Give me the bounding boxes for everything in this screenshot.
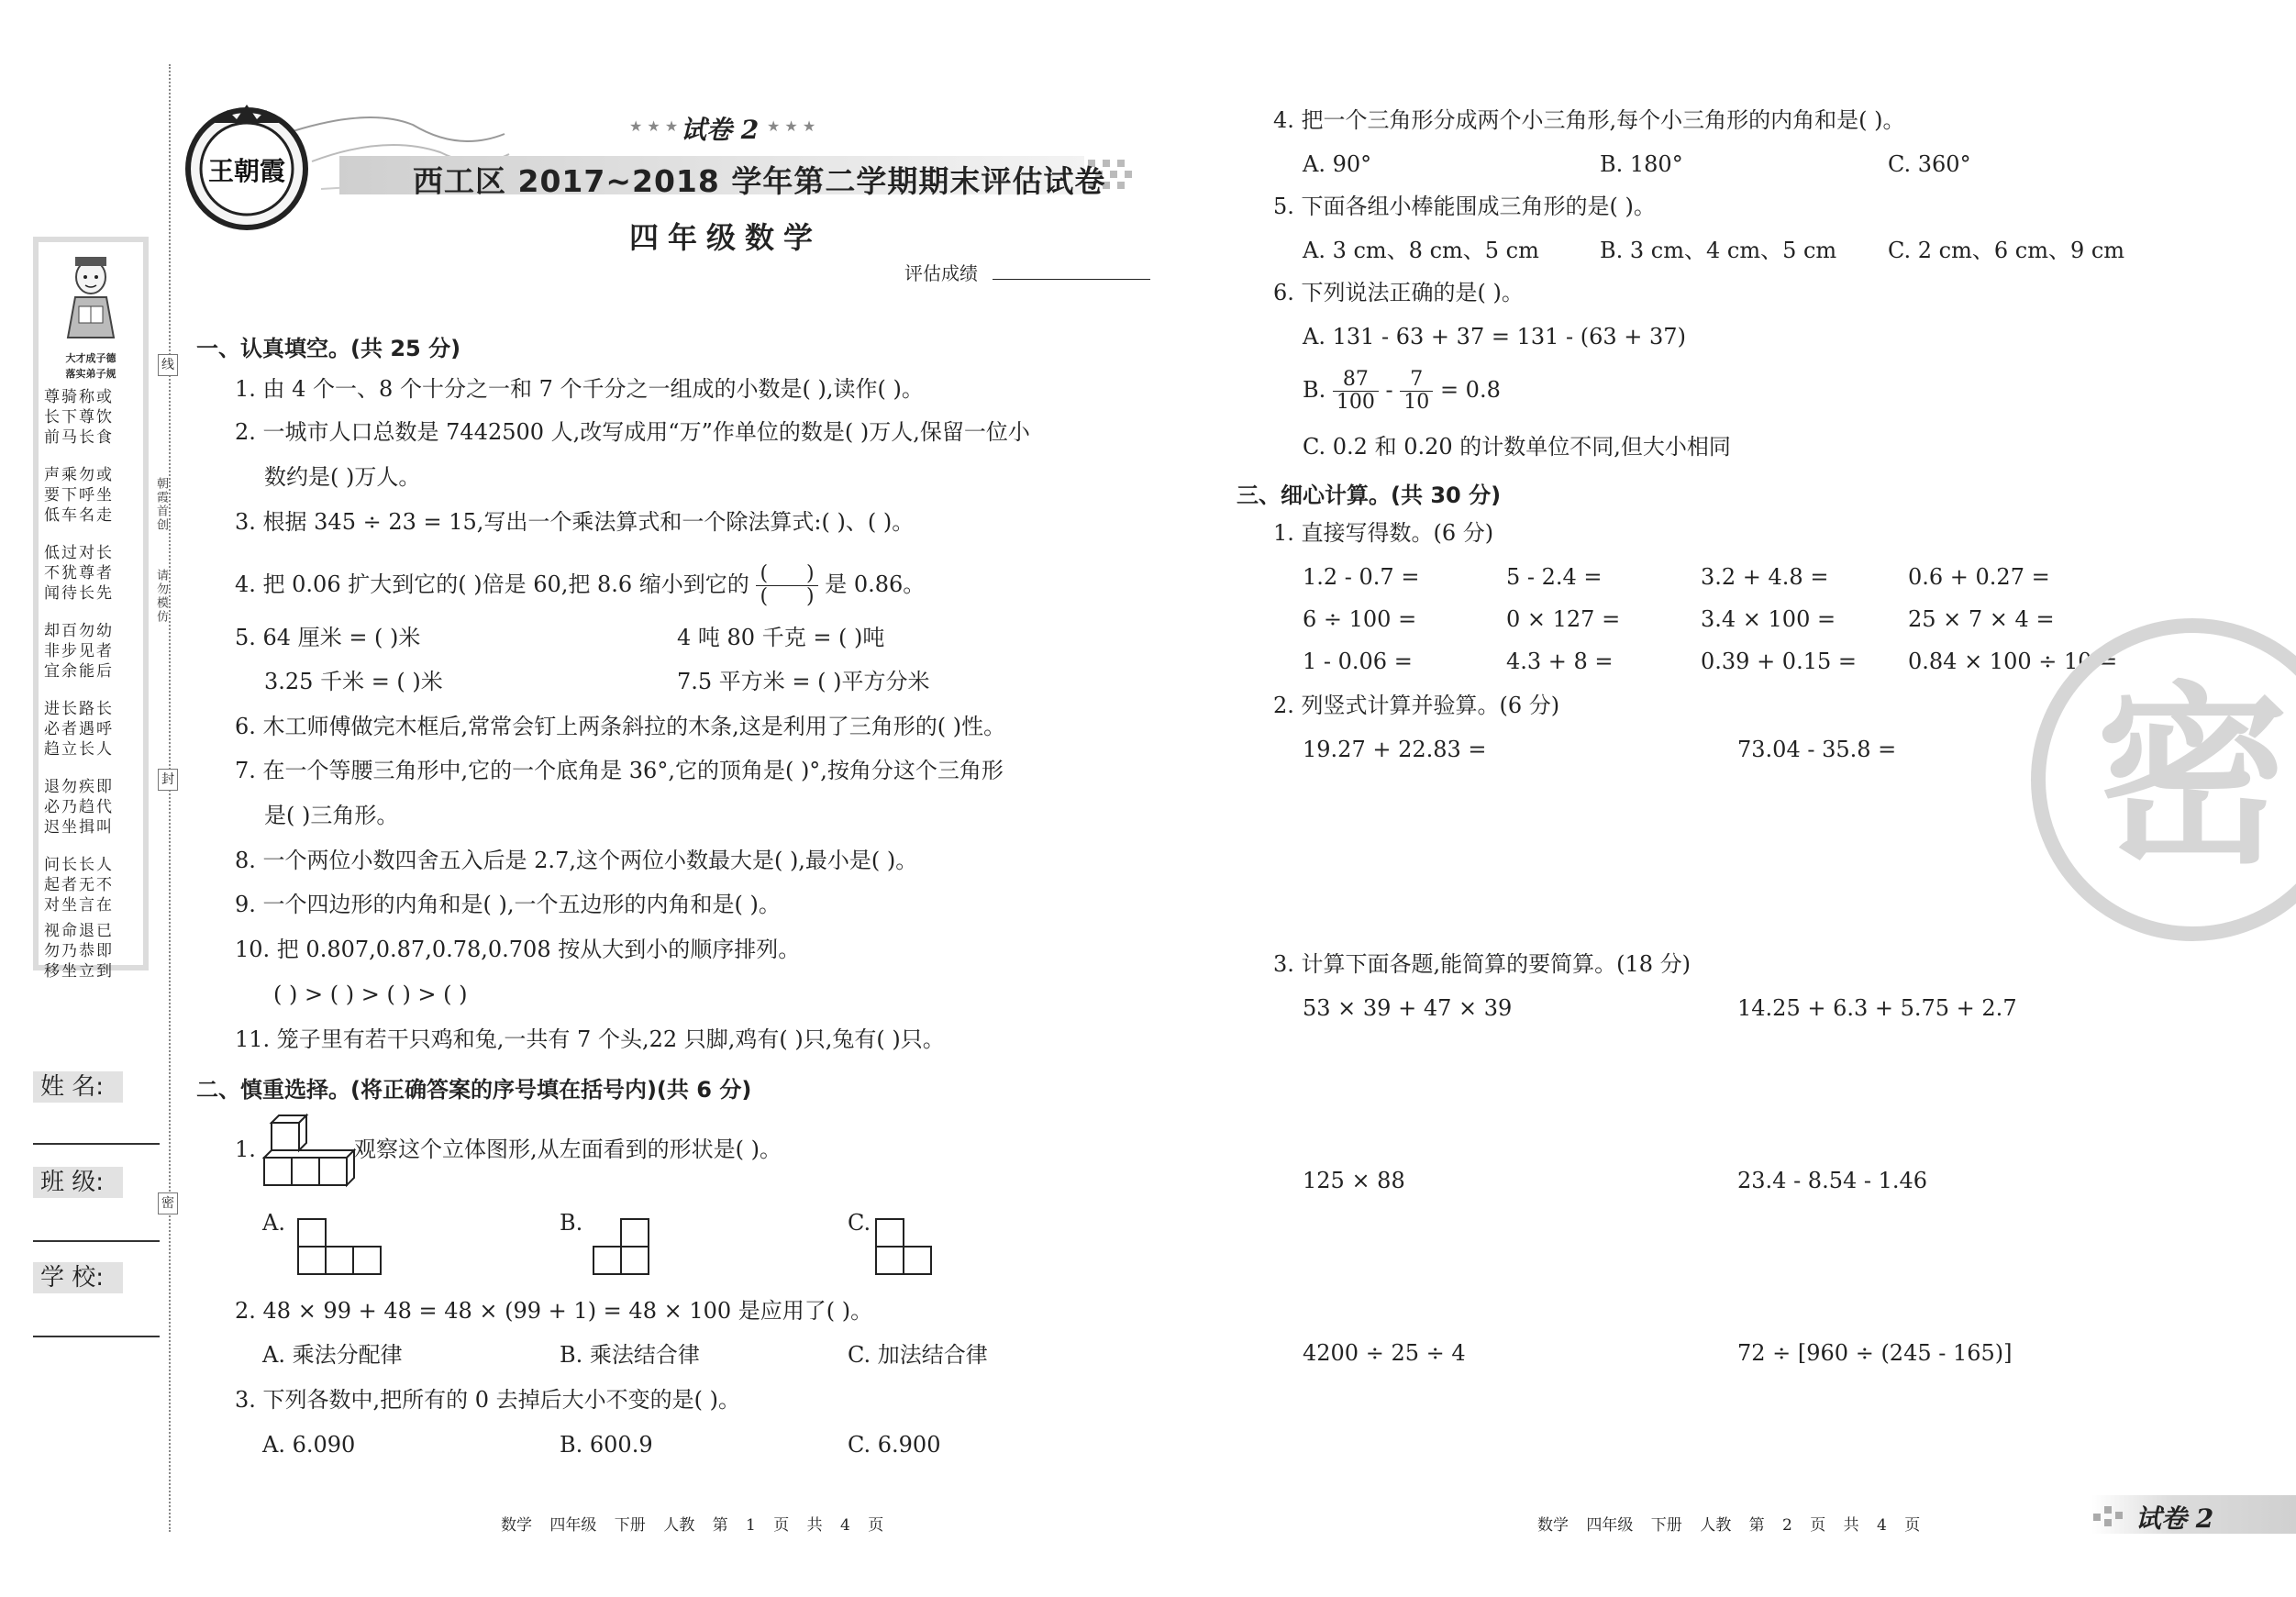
s1-q5d: 7.5 平方米 = ( )平方分米 (677, 669, 930, 694)
section2-title: 二、慎重选择。(将正确答案的序号填在括号内)(共 6 分) (196, 1077, 752, 1103)
s1-q8: 8. 一个两位小数四舍五入后是 2.7,这个两位小数最大是( ),最小是( )。 (235, 848, 918, 873)
blank-fraction[interactable]: $\frac{( )}{( )}$ (756, 563, 817, 608)
calc-3-2: 4.3 + 8 = (1506, 649, 1614, 674)
simplify-1-2: 14.25 + 6.3 + 5.75 + 2.7 (1737, 995, 2017, 1021)
s1-q9: 9. 一个四边形的内角和是( ),一个五边形的内角和是( )。 (235, 892, 781, 917)
fraction-7-10: $\frac{7}{10}$ (1400, 369, 1433, 414)
calc-3-3: 0.39 + 0.15 = (1701, 649, 1857, 674)
score-label: 评估成绩 (904, 262, 978, 284)
fraction-87-100: $\frac{87}{100}$ (1333, 369, 1379, 414)
stars-left: ★ ★ ★ (629, 117, 679, 135)
footer-left: 数学 四年级 下册 人教 第 1 页 共 4 页 (501, 1516, 884, 1535)
simplify-3-1: 4200 ÷ 25 ÷ 4 (1303, 1340, 1466, 1366)
class-label: 班 级: (33, 1167, 123, 1198)
paper-number: 试卷 2 (681, 115, 760, 145)
poem-block-7: 问长长人 起者无不 对坐言在 (44, 856, 114, 915)
score-field[interactable] (993, 279, 1150, 280)
simplify-2-1: 125 × 88 (1303, 1168, 1405, 1193)
s2-q3-opt-c[interactable]: C. 6.900 (848, 1432, 941, 1458)
s2-q5: 5. 下面各组小棒能围成三角形的是( )。 (1273, 194, 1656, 219)
stars-right: ★ ★ ★ (767, 117, 816, 135)
section1-title: 一、认真填空。(共 25 分) (196, 336, 461, 361)
corner-paper-number: 试卷 2 (2135, 1503, 2214, 1534)
calc-2-4: 25 × 7 × 4 = (1908, 606, 2055, 632)
s2-q6: 6. 下列说法正确的是( )。 (1273, 280, 1524, 305)
binding-mark-line: 线 (158, 354, 178, 376)
publisher-logo (180, 99, 314, 233)
poem-block-5: 进长路长 必者遇呼 趋立长人 (44, 700, 114, 759)
s2-q2-opt-b[interactable]: B. 乘法结合律 (560, 1342, 700, 1368)
calc-3-4: 0.84 × 100 ÷ 10 = (1908, 649, 2118, 674)
s2-q6-opt-b[interactable]: B. $\frac{87}{100}$ - $\frac{7}{10}$ = 0.8 (1303, 368, 1501, 414)
s2-q5-opt-c[interactable]: C. 2 cm、6 cm、9 cm (1888, 238, 2125, 263)
s2-q2-opt-a[interactable]: A. 乘法分配律 (262, 1342, 403, 1368)
school-label: 学 校: (33, 1262, 123, 1293)
binding-line (169, 64, 171, 1532)
vertical-calc-2: 73.04 - 35.8 = (1737, 737, 1897, 762)
s2-q1-opt-c[interactable]: C. (848, 1210, 871, 1236)
poem-block-1: 尊骑称或 长下尊饮 前马长食 (44, 388, 114, 447)
option-a-shape (297, 1218, 385, 1277)
calc-2-1: 6 ÷ 100 = (1303, 606, 1417, 632)
etiquette-panel (33, 237, 149, 981)
stamp-text: 密 (2095, 665, 2290, 890)
calc-1-3: 3.2 + 4.8 = (1701, 564, 1829, 590)
s1-q2-cont: 数约是( )万人。 (264, 464, 421, 490)
s1-q6: 6. 木工师傅做完木框后,常常会钉上两条斜拉的木条,这是利用了三角形的( )性。 (235, 714, 1006, 739)
option-b-shape (593, 1218, 653, 1277)
s2-q4-opt-a[interactable]: A. 90° (1303, 151, 1372, 177)
subject-title: 四年级数学 (629, 220, 823, 255)
s1-q2: 2. 一城市人口总数是 7442500 人,改写成用“万”作单位的数是( )万人,保留一位小 (235, 419, 1030, 445)
calc-1-1: 1.2 - 0.7 = (1303, 564, 1420, 590)
s1-q10-order: ( ) > ( ) > ( ) > ( ) (273, 981, 468, 1007)
s2-q1-num: 1. (235, 1137, 256, 1162)
class-field[interactable] (33, 1240, 160, 1242)
s1-q7: 7. 在一个等腰三角形中,它的一个底角是 36°,它的顶角是( )°,按角分这个三角形 (235, 758, 1004, 783)
calc-2-2: 0 × 127 = (1506, 606, 1621, 632)
s1-q5c: 3.25 千米 = ( )米 (264, 669, 443, 694)
s1-q11: 11. 笼子里有若干只鸡和兔,一共有 7 个头,22 只脚,鸡有( )只,兔有( )只。 (235, 1026, 945, 1052)
poem-block-4: 却百勿幼 非步见者 宜余能后 (44, 622, 114, 681)
s2-q2-opt-c[interactable]: C. 加法结合律 (848, 1342, 988, 1368)
s1-q10: 10. 把 0.807,0.87,0.78,0.708 按从大到小的顺序排列。 (235, 937, 801, 962)
exam-title: 西工区 2017~2018 学年第二学期期末评估试卷 (413, 163, 1106, 199)
motto: 大才成子德 落实弟子规 (65, 352, 116, 380)
s2-q3-opt-b[interactable]: B. 600.9 (560, 1432, 653, 1458)
name-field[interactable] (33, 1143, 160, 1145)
s2-q4-opt-c[interactable]: C. 360° (1888, 151, 1971, 177)
s2-q6-opt-c[interactable]: C. 0.2 和 0.20 的计数单位不同,但大小相同 (1303, 434, 1731, 460)
simplify-1-1: 53 × 39 + 47 × 39 (1303, 995, 1513, 1021)
logo-text: 王朝霞 (207, 156, 286, 186)
calc-2-3: 3.4 × 100 = (1701, 606, 1836, 632)
poem-block-2: 声乘勿或 要下呼坐 低车名走 (44, 466, 114, 525)
s3-part1: 1. 直接写得数。(6 分) (1273, 520, 1494, 546)
calc-1-2: 5 - 2.4 = (1506, 564, 1603, 590)
s1-q1: 1. 由 4 个一、8 个十分之一和 7 个千分之一组成的小数是( ),读作( )。 (235, 376, 924, 402)
s1-q5a: 5. 64 厘米 = ( )米 (235, 625, 421, 650)
s2-q4-opt-b[interactable]: B. 180° (1600, 151, 1683, 177)
s2-q1: 观察这个立体图形,从左面看到的形状是( )。 (354, 1137, 782, 1162)
s1-q7-cont: 是( )三角形。 (264, 803, 399, 828)
s3-part3: 3. 计算下面各题,能简算的要简算。(18 分) (1273, 951, 1691, 977)
corner-dots (2091, 1503, 2128, 1528)
poem-block-6: 退勿疾即 必乃趋代 迟坐揖叫 (44, 778, 114, 837)
confidential-stamp (2018, 615, 2296, 945)
poem-block-8: 视命退已 勿乃恭即 移坐立到 (44, 922, 114, 981)
poem-block-3: 低过对长 不犹尊者 闻待长先 (44, 544, 114, 603)
s2-q5-opt-b[interactable]: B. 3 cm、4 cm、5 cm (1600, 238, 1837, 263)
binding-mark-secret: 密 (158, 1192, 178, 1214)
s3-part2: 2. 列竖式计算并验算。(6 分) (1273, 693, 1560, 718)
school-field[interactable] (33, 1336, 160, 1337)
s1-q3: 3. 根据 345 ÷ 23 = 15,写出一个乘法算式和一个除法算式:( )、( )。 (235, 509, 915, 535)
option-c-shape (875, 1218, 936, 1277)
s2-q4: 4. 把一个三角形分成两个小三角形,每个小三角形的内角和是( )。 (1273, 107, 1905, 133)
s2-q2: 2. 48 × 99 + 48 = 48 × (99 + 1) = 48 × 100 是应用了( )。 (235, 1298, 873, 1324)
copyright-note-2: 请勿模仿 (154, 569, 168, 624)
simplify-3-2: 72 ÷ [960 ÷ (245 - 165)] (1737, 1340, 2013, 1366)
name-label: 姓 名: (33, 1071, 123, 1103)
s2-q3: 3. 下列各数中,把所有的 0 去掉后大小不变的是( )。 (235, 1387, 741, 1413)
section3-title: 三、细心计算。(共 30 分) (1237, 482, 1502, 508)
s2-q3-opt-a[interactable]: A. 6.090 (262, 1432, 356, 1458)
simplify-2-2: 23.4 - 8.54 - 1.46 (1737, 1168, 1928, 1193)
footer-right: 数学 四年级 下册 人教 第 2 页 共 4 页 (1537, 1516, 1921, 1535)
s2-q1-opt-a[interactable]: A. (262, 1210, 285, 1236)
s1-q4: 4. 把 0.06 扩大到它的( )倍是 60,把 8.6 缩小到它的 $\frac{( )}{( )}$ 是 0.86。 (235, 562, 926, 608)
s1-q5b: 4 吨 80 千克 = ( )吨 (677, 625, 885, 650)
binding-mark-seal: 封 (158, 769, 178, 791)
calc-1-4: 0.6 + 0.27 = (1908, 564, 2050, 590)
copyright-note-1: 朝霞首创 (154, 477, 168, 532)
scholar-illustration (48, 250, 134, 341)
s2-q5-opt-a[interactable]: A. 3 cm、8 cm、5 cm (1303, 238, 1539, 263)
cube-solid-figure (261, 1112, 356, 1189)
s2-q6-opt-a[interactable]: A. 131 - 63 + 37 = 131 - (63 + 37) (1303, 324, 1686, 349)
s2-q1-opt-b[interactable]: B. (560, 1210, 583, 1236)
calc-3-1: 1 - 0.06 = (1303, 649, 1413, 674)
vertical-calc-1: 19.27 + 22.83 = (1303, 737, 1487, 762)
